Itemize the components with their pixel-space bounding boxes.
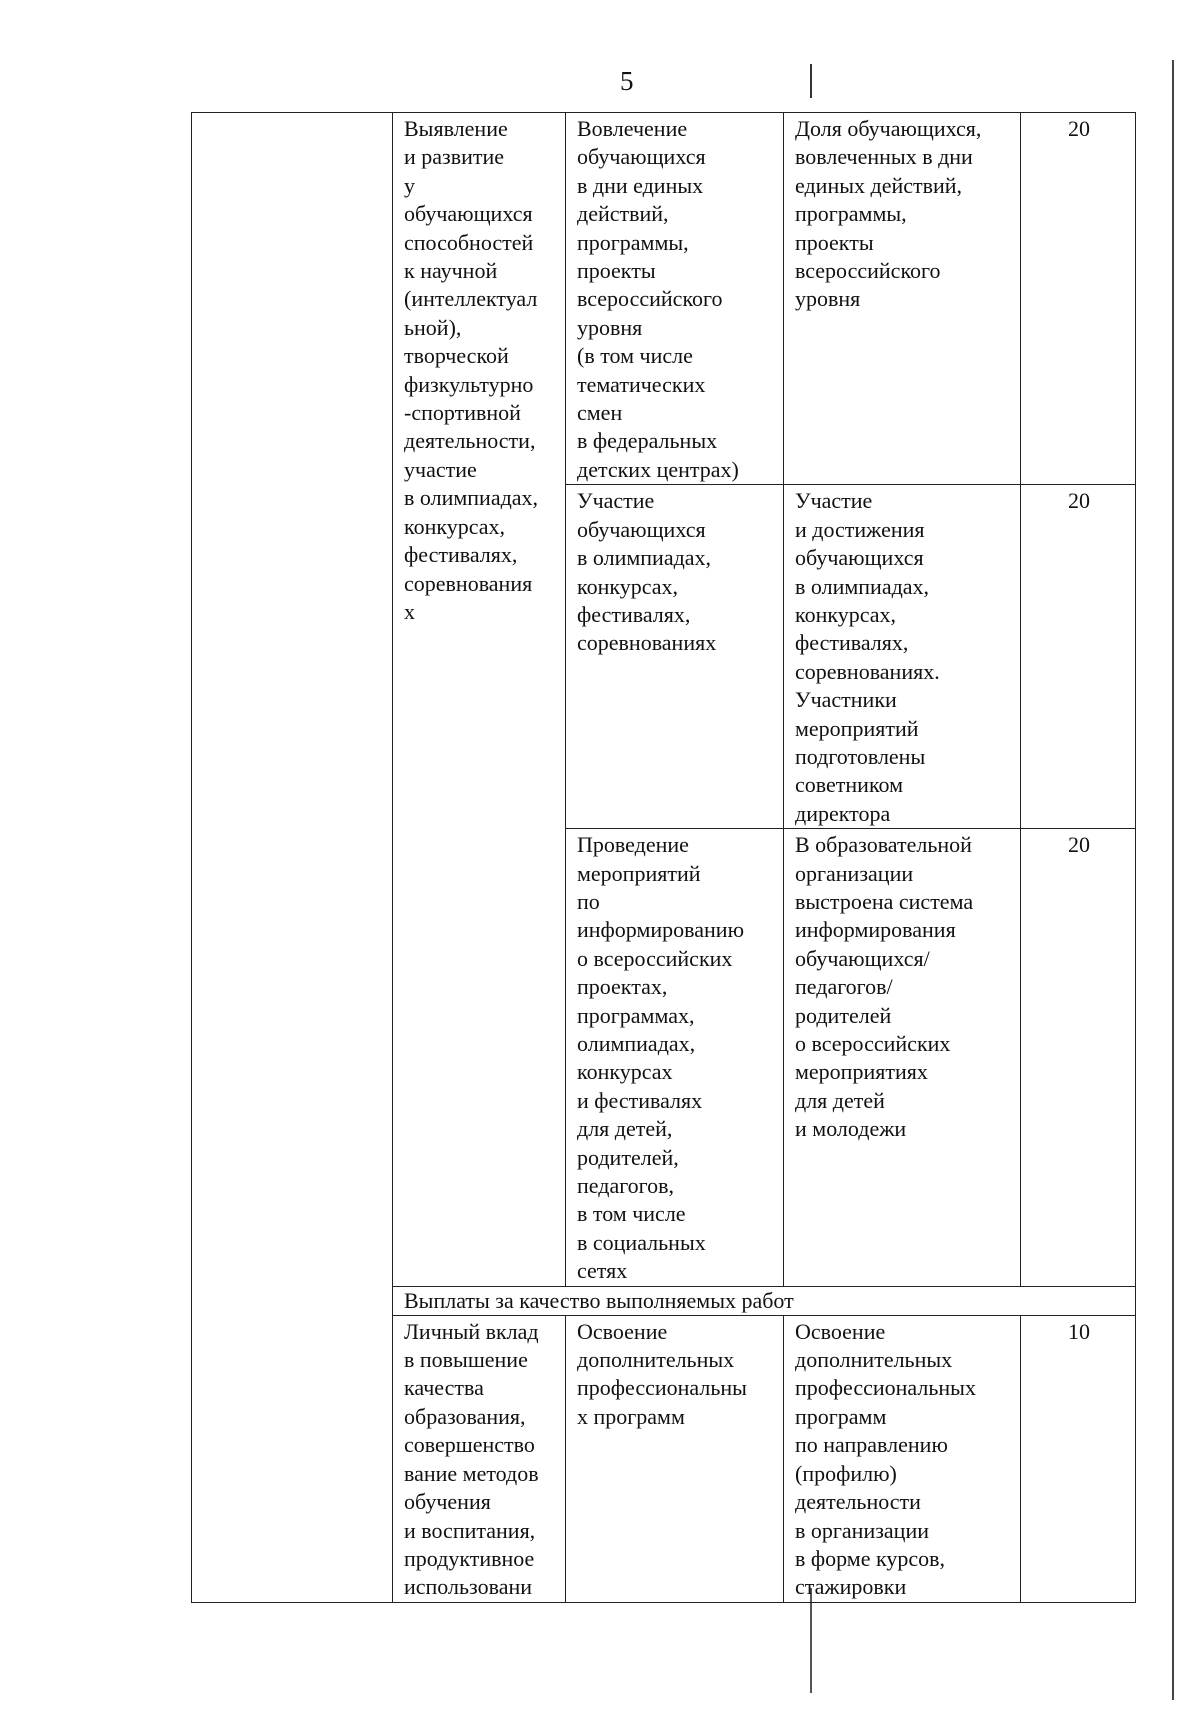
criterion-cell: Выявление и развитие у обучающихся способностей к научной (интеллектуал ьной), творческой физкультурно -спортивной деятельности, участие в олимпиадах, конкурсах, фестивалях, соревнования х — [393, 113, 566, 1287]
indicator-cell: Освоение дополнительных профессиональных программ по направлению (профилю) деятельности в организации в форме курсов, стажировки — [784, 1315, 1021, 1602]
activity-cell: Проведение мероприятий по информированию о всероссийских проектах, программах, олимпиадах, конкурсах и фестивалях для детей, родителей, педагогов, в том числе в социальных сетях — [566, 829, 784, 1287]
score-cell: 20 — [1021, 829, 1136, 1287]
binding-mark-top — [810, 64, 812, 98]
page-edge-line — [1172, 60, 1174, 1700]
activity-cell: Освоение дополнительных профессиональны х программ — [566, 1315, 784, 1602]
indicator-cell: Участие и достижения обучающихся в олимпиадах, конкурсах, фестивалях, соревнованиях. Участники мероприятий подготовлены советником директора — [784, 485, 1021, 829]
indicator-cell: Доля обучающихся, вовлеченных в дни единых действий, программы, проекты всероссийского уровня — [784, 113, 1021, 485]
score-cell: 20 — [1021, 113, 1136, 485]
table-row — [192, 113, 1136, 485]
page-number: 5 — [620, 66, 634, 96]
activity-cell: Вовлечение обучающихся в дни единых действий, программы, проекты всероссийского уровня (в том числе тематических смен в федеральных детских центрах) — [566, 113, 784, 485]
blank-category-cell — [192, 113, 393, 1603]
criteria-table — [191, 112, 1136, 1603]
binding-mark-bottom — [810, 1588, 812, 1693]
activity-cell: Участие обучающихся в олимпиадах, конкурсах, фестивалях, соревнованиях — [566, 485, 784, 829]
score-cell: 20 — [1021, 485, 1136, 829]
criterion-cell: Личный вклад в повышение качества образования, совершенство вание методов обучения и воспитания, продуктивное использовани — [393, 1315, 566, 1602]
score-cell: 10 — [1021, 1315, 1136, 1602]
indicator-cell: В образовательной организации выстроена система информирования обучающихся/ педагогов/ родителей о всероссийских мероприятиях для детей и молодежи — [784, 829, 1021, 1287]
section-heading: Выплаты за качество выполняемых работ — [393, 1286, 1136, 1315]
